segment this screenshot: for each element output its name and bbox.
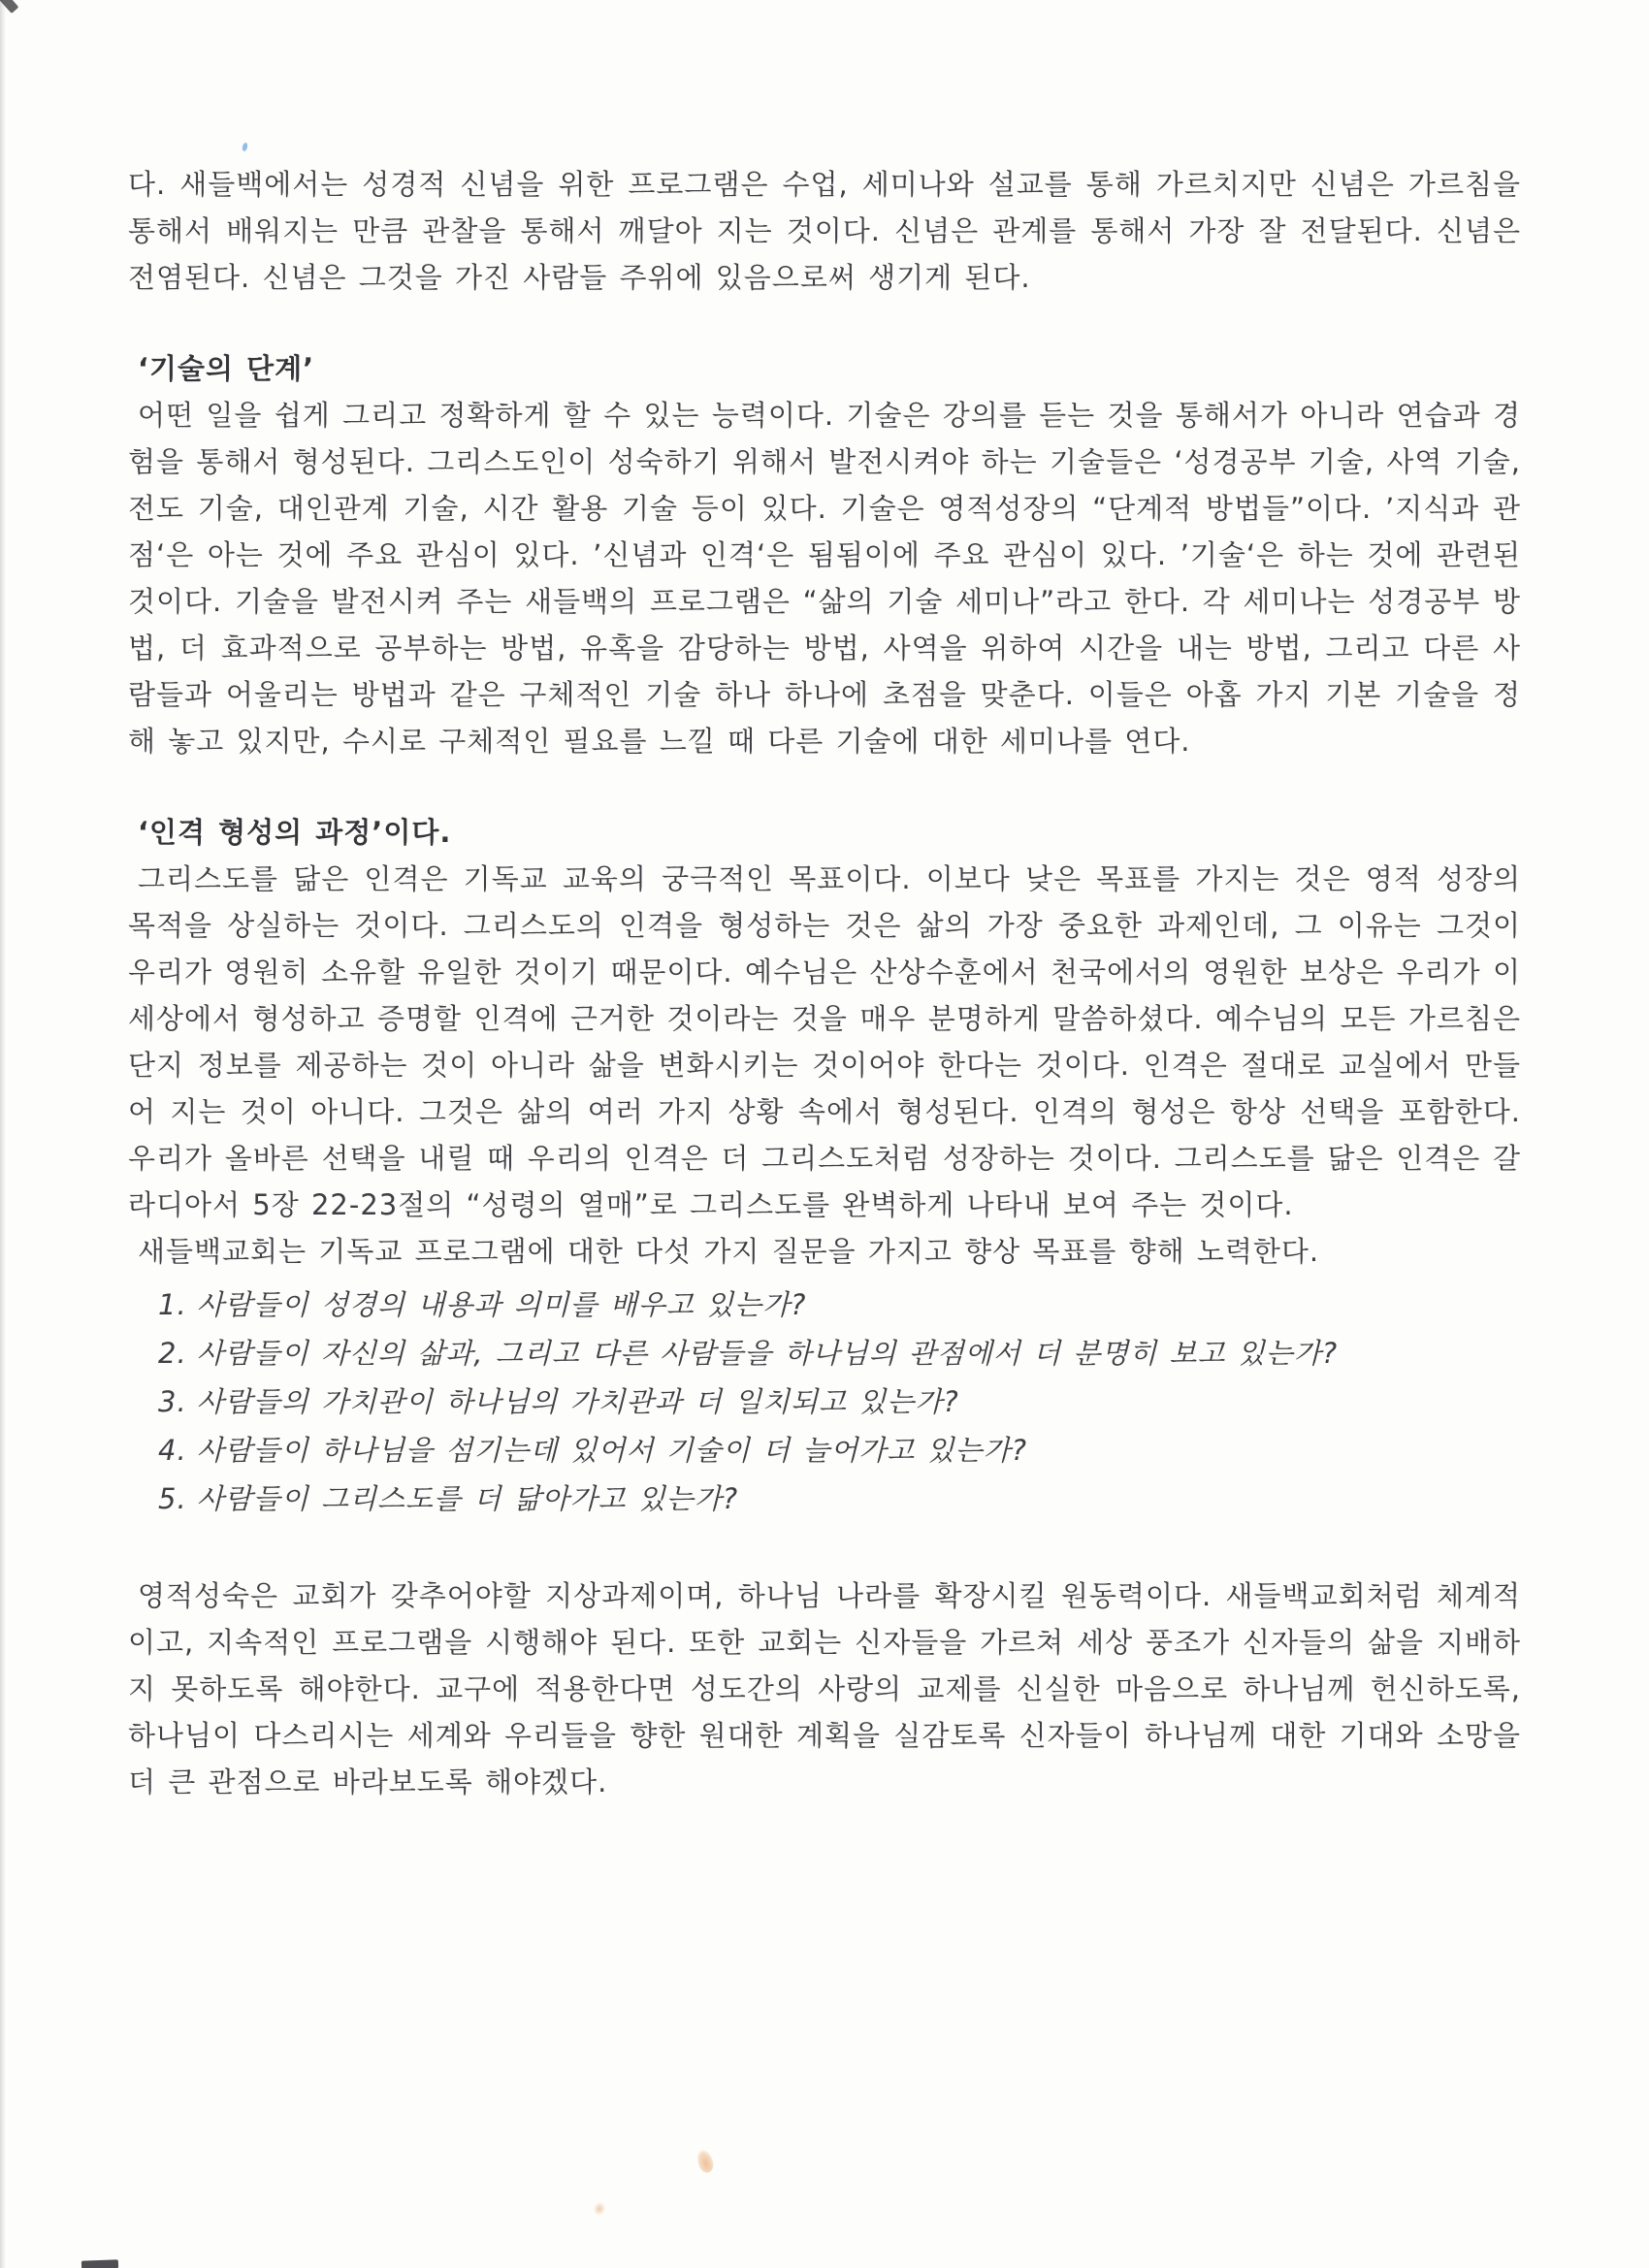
question-list [128, 1281, 1521, 1522]
scan-edge-artifact-bottom-left [81, 2259, 118, 2268]
section-heading-character-formation: ‘인격 형성의 과정’이다. [138, 816, 452, 849]
question-text: 사람들이 그리스도를 더 닮아가고 있는가? [196, 1482, 739, 1515]
paragraph-spiritual-maturity-closing: 영적성숙은 교회가 갖추어야할 지상과제이며, 하나님 나라를 확장시킬 원동력이다. 새들백교회처럼 체계적이고, 지속적인 프로그램을 시행해야 된다. 또한 교회는 신자들을 가르쳐 세상 풍조가 신자들의 삶을 지배하지 못하도록 해야한다. 교구에 적용한다면 성도간의 사랑의 교제를 신실한 마음으로 하나님께 헌신하도록, 하나님이 다스리시는 세계와 우리들을 향한 원대한 계획을 실감토록 신자들이 하나님께 대한 기대와 소망을 더 큰 관점으로 바라보도록 해야겠다. [128, 1579, 1521, 1798]
section-heading-skills-stage: ‘기술의 단계’ [138, 352, 315, 385]
paragraph-character-formation: 그리스도를 닮은 인격은 기독교 교육의 궁극적인 목표이다. 이보다 낮은 목표를 가지는 것은 영적 성장의 목적을 상실하는 것이다. 그리스도의 인격을 형성하는 것은 삶의 가장 중요한 과제인데, 그 이유는 그것이 우리가 영원히 소유할 유일한 것이기 때문이다. 예수님은 산상수훈에서 천국에서의 영원한 보상은 우리가 이 세상에서 형성하고 증명할 인격에 근거한 것이라는 것을 매우 분명하게 말씀하셨다. 예수님의 모든 가르침은 단지 정보를 제공하는 것이 아니라 삶을 변화시키는 것이어야 한다는 것이다. 인격은 절대로 교실에서 만들어 지는 것이 아니다. 그것은 삶의 여러 가지 상황 속에서 형성된다. 인격의 형성은 항상 선택을 포함한다. 우리가 올바른 선택을 내릴 때 우리의 인격은 더 그리스도처럼 성장하는 것이다. 그리스도를 닮은 인격은 갈라디아서 5장 22-23절의 “성령의 열매”로 그리스도를 완벽하게 나타내 보여 주는 것이다. [128, 862, 1521, 1221]
blue-ink-speck [242, 143, 248, 152]
paragraph-five-questions-lead-in: 새들백교회는 기독교 프로그램에 대한 다섯 가지 질문을 가지고 향상 목표를 향해 노력한다. [138, 1235, 1320, 1268]
question-text: 사람들이 하나님을 섬기는데 있어서 기술이 더 늘어가고 있는가? [196, 1434, 1027, 1467]
document-body [128, 161, 1521, 1805]
question-number: 2. [158, 1337, 187, 1370]
question-item-5 [158, 1475, 1521, 1522]
question-item-1 [158, 1281, 1521, 1328]
question-text: 사람들이 자신의 삶과, 그리고 다른 사람들을 하나님의 관점에서 더 분명히 보고 있는가? [196, 1337, 1339, 1370]
question-text: 사람들의 가치관이 하나님의 가치관과 더 일치되고 있는가? [196, 1385, 959, 1418]
question-item-3 [158, 1378, 1521, 1425]
question-number: 1. [158, 1288, 187, 1321]
question-item-4 [158, 1427, 1521, 1474]
question-number: 4. [158, 1434, 187, 1467]
question-text: 사람들이 성경의 내용과 의미를 배우고 있는가? [196, 1288, 807, 1321]
peach-smudge-large [695, 2148, 717, 2175]
scan-edge-shadow [0, 0, 6, 2268]
paragraph-skills-stage: 어떤 일을 쉽게 그리고 정확하게 할 수 있는 능력이다. 기술은 강의를 듣는 것을 통해서가 아니라 연습과 경험을 통해서 형성된다. 그리스도인이 성숙하기 위해서 발전시켜야 하는 기술들은 ‘성경공부 기술, 사역 기술, 전도 기술, 대인관계 기술, 시간 활용 기술 등이 있다. 기술은 영적성장의 “단계적 방법들”이다. ’지식과 관점‘은 아는 것에 주요 관심이 있다. ’신념과 인격‘은 됨됨이에 주요 관심이 있다. ’기술‘은 하는 것에 관련된 것이다. 기술을 발전시켜 주는 새들백의 프로그램은 “삶의 기술 세미나”라고 한다. 각 세미나는 성경공부 방법, 더 효과적으로 공부하는 방법, 유혹을 감당하는 방법, 사역을 위하여 시간을 내는 방법, 그리고 다른 사람들과 어울리는 방법과 같은 구체적인 기술 하나 하나에 초점을 맞춘다. 이들은 아홉 가지 기본 기술을 정해 놓고 있지만, 수시로 구체적인 필요를 느낄 때 다른 기술에 대한 세미나를 연다. [128, 399, 1521, 758]
continued-paragraph-beliefs: 다. 새들백에서는 성경적 신념을 위한 프로그램은 수업, 세미나와 설교를 통해 가르치지만 신념은 가르침을 통해서 배워지는 만큼 관찰을 통해서 깨달아 지는 것이다. 신념은 관계를 통해서 가장 잘 전달된다. 신념은 전염된다. 신념은 그것을 가진 사람들 주위에 있음으로써 생기게 된다. [128, 168, 1521, 294]
question-number: 5. [158, 1482, 187, 1515]
peach-smudge-small [592, 2200, 607, 2217]
question-number: 3. [158, 1385, 187, 1418]
question-item-2 [158, 1330, 1521, 1377]
